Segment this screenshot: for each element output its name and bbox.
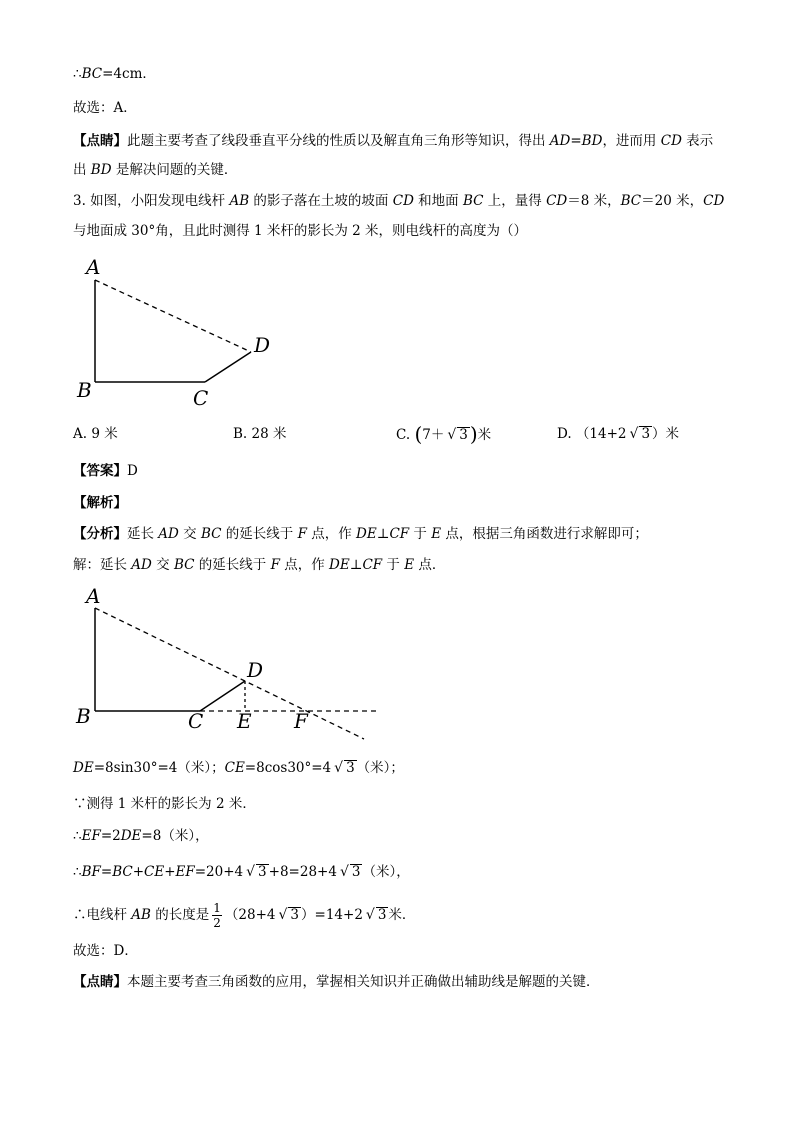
q3-t1: 3. 如图，小阳发现电线杆 [73,193,230,209]
dj1-t2: ，进而用 [602,133,661,149]
jie-t3: 的延长线于 [194,557,271,573]
sqrt-icon: √ [339,864,349,880]
eq3-radicand-1: 3 [258,864,267,880]
fx-t1: 延长 [127,526,159,542]
q3-t6: ＝20 米， [641,193,704,209]
fig2-label-d: D [247,658,264,682]
therefore-symbol: ∴ [73,66,82,82]
eq2-t2: =8（米）， [141,828,209,844]
eq4-t5: 米． [388,907,416,923]
sqrt-icon: √ [629,426,639,442]
fig1-label-b: B [77,378,92,402]
equation-ab [73,901,415,930]
fx-t5: ⊥ [376,526,390,542]
jie-t6: 于 [382,557,405,573]
fraction-numerator: 1 [213,901,221,915]
fig2-label-c: C [188,709,204,733]
because-line: ∵测得 1 米杆的影长为 2 米． [73,796,256,812]
eq4-t2: 的长度是 [150,907,210,923]
fig2-label-a: A [86,584,101,608]
eq2-t1: =2 [100,828,121,844]
option-c-left-paren: ( [414,422,423,446]
q3-v1: AB [229,193,250,209]
line1-rest: =4cm． [102,66,156,82]
fig2-label-f: F [294,709,308,733]
eq1-v2: CE [224,760,245,776]
therefore-symbol: ∴ [73,864,82,880]
jie-v4: DE [329,557,350,573]
dianjing-tag-1: 【点睛】 [73,133,127,149]
eq2-v2: DE [120,828,142,844]
dj2-v1: BD [90,162,112,178]
eq3-radicand-2: 3 [351,864,361,880]
option-d [557,424,679,444]
option-c-unit: 米 [477,427,492,443]
figure-1 [76,255,270,410]
fig2-label-b: B [76,704,91,728]
q3-t5: ＝8 米， [567,193,621,209]
dianjing-text: 本题主要考查三角函数的应用，掌握相关知识并正确做出辅助线是解题的关键． [127,974,600,990]
solution-line [73,555,445,575]
choose-line: 故选：D． [73,943,138,959]
fig2-label-e: E [237,709,252,733]
fraction-one-half [212,901,222,930]
jie-t4: 点，作 [279,557,330,573]
option-c-prefix: C. [396,427,415,443]
sqrt-icon: √ [447,427,457,443]
eq4-t1: 电线杆 [86,907,132,923]
eq3-t3: （米）， [362,864,410,880]
jie-v2: BC [173,557,195,573]
fx-v2: BC [200,526,222,542]
q3-v4: CD [546,193,568,209]
equation-ef [73,826,209,846]
fig1-segment-cd [205,352,251,382]
fig1-dashed-ad [95,280,251,352]
option-d-prefix: D. （14+2 [557,426,627,442]
fraction-denominator: 2 [213,916,221,930]
fx-v6: E [431,526,442,542]
eq2-v1: EF [81,828,101,844]
therefore-symbol: ∴ [73,828,82,844]
figure-2 [75,584,380,739]
var-bc: BC [81,66,103,82]
answer-line [73,461,138,481]
fig2-segment-cd [200,681,245,711]
eq1-t2: =8cos30°=4 [244,760,332,776]
option-c-num: 7＋ [422,427,445,443]
eq4-v1: AB [131,907,151,923]
fx-t7: 点，根据三角函数进行求解即可； [441,526,648,542]
dj1-v2: CD [660,133,682,149]
therefore-symbol: ∴ [73,907,87,923]
option-c-radicand: 3 [459,427,468,443]
q3-v2: CD [392,193,414,209]
jie-v3: F [270,557,280,573]
jie-v6: E [404,557,415,573]
option-b: B. 28 米 [233,426,287,442]
option-d-radicand: 3 [641,426,651,442]
answer-value: D [127,463,138,479]
eq3-t1: =20+4 [194,864,244,880]
q3-t2: 的影子落在土坡的坡面 [249,193,393,209]
eq4-radicand-2: 3 [377,907,387,923]
eq1-radicand: 3 [346,760,355,776]
eq4-radicand-1: 3 [290,907,300,923]
jie-t7: 点． [414,557,446,573]
equation-de-ce [73,758,404,778]
question-3-line-2: 与地面成 30°角，且此时测得 1 米杆的影长为 2 米，则电线杆的高度为（） [73,223,528,239]
analysis-tag: 【解析】 [73,495,127,511]
eq4-t3: （28+4 [224,907,276,923]
eq3-t2: +8=28+4 [268,864,337,880]
dj1-v1: AD=BD [549,133,603,149]
option-c [396,424,491,445]
option-d-suffix: ）米 [652,426,680,442]
q3-v6: CD [703,193,725,209]
text-line-2: 故选：A． [73,100,137,116]
fx-v4: DE [356,526,377,542]
eq3-v1: BF=BC+CE+EF [81,864,195,880]
eq1-t3: （米）； [356,760,404,776]
answer-tag: 【答案】 [73,463,127,479]
q3-v3: BC [462,193,484,209]
fx-t4: 点，作 [306,526,357,542]
dj1-t3: 表示 [681,133,714,149]
dianjing-tag-2: 【点睛】 [73,974,127,990]
jie-v1: AD [131,557,152,573]
jie-t0: 解：延长 [73,557,132,573]
option-c-right-paren: ) [469,422,478,446]
jie-v5: CF [362,557,383,573]
option-a: A. 9 米 [73,426,118,442]
fig1-label-d: D [254,333,271,357]
eq1-t1: =8sin30°=4（米）； [93,760,225,776]
fx-v3: F [297,526,307,542]
fx-v1: AD [158,526,179,542]
q3-t3: 和地面 [413,193,463,209]
jie-t2: 交 [151,557,174,573]
eq1-v1: DE [73,760,94,776]
fenxi-tag: 【分析】 [73,526,127,542]
dj2-t1: 出 [73,162,91,178]
fx-t6: 于 [409,526,432,542]
dj2-t2: 是解决问题的关键． [111,162,238,178]
fx-v5: CF [389,526,410,542]
q3-t4: 上，量得 [483,193,547,209]
sqrt-icon: √ [278,907,288,923]
fig2-dashed-adf [95,608,364,739]
sqrt-icon: √ [334,760,344,776]
dj1-t1: 此题主要考查了线段垂直平分线的性质以及解直角三角形等知识，得出 [127,133,550,149]
fig1-label-c: C [193,386,209,410]
jie-t5: ⊥ [349,557,363,573]
fx-t2: 交 [178,526,201,542]
dianjing-final [73,972,600,992]
q3-v5: BC [620,193,642,209]
fig1-label-a: A [86,255,101,279]
sqrt-icon: √ [365,907,375,923]
equation-bf [73,862,410,882]
sqrt-icon: √ [246,864,256,880]
fenxi-line [73,524,648,544]
eq4-t4: ）=14+2 [301,907,363,923]
fx-t3: 的延长线于 [221,526,298,542]
